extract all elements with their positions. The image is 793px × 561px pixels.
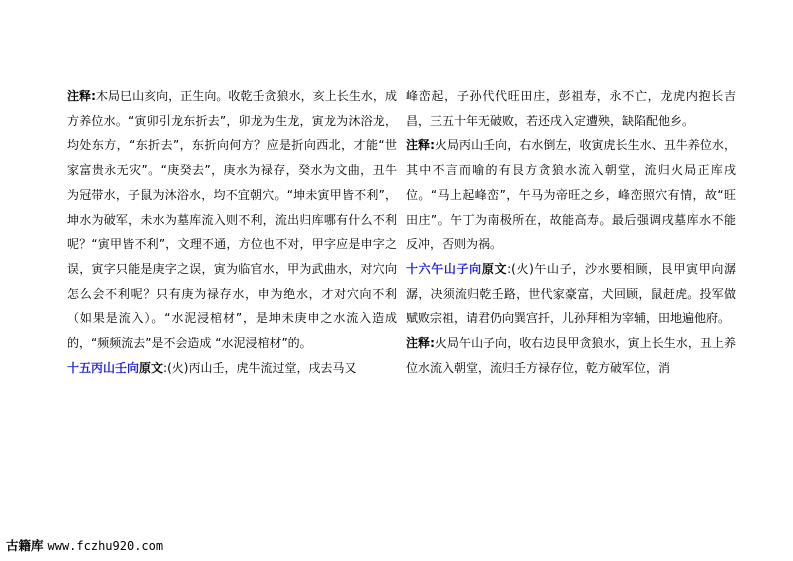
annotation-text: 木局巳山亥向，正生向。收乾壬贪狼水，亥上长生水，成方养位水。“寅卯引龙东折去”，卯龙为生龙，寅龙为沐浴龙，均处东方，“东折去”，东折向何方？应是折向西北，才能“世家富贵永无灾”。“庚癸去”，庚水为禄存，癸水为文曲，丑牛为冠带水，子鼠为沐浴水，均不宜朝穴。“坤未寅甲皆不利”，坤水为破军，未水为墓库流入则不利，流出归库哪有什么不利呢？“寅甲皆不利”，文理不通，方位也不对，甲字应是申字之误，寅字只能是庚字之误，寅为临官水，甲为武曲水，对穴向怎么会不利呢？只有庚为禄存水，申为绝水，才对穴向不利（如果是流入）。“水泥浸棺材”，是坤未庚申之水流入造成的，“频频流去”是不会造成 “水泥浸棺材”的。	[67, 89, 397, 351]
annotation-paragraph-1	[67, 84, 397, 356]
original-text-label: 原文	[139, 360, 164, 375]
original-text: :(火)午山子，沙水要相顾，艮甲寅甲向潺潺，决须流归乾壬路，世代家豪富，犬回顾，鼠赶虎。投军做赋败宗祖，请君仍向巽宫扦，儿孙拜相为宰辅，田地遍他府。	[406, 261, 736, 326]
left-column	[67, 84, 397, 380]
continuation-text: 峰峦起，子孙代代旺田庄，彭祖寿，永不亡，龙虎内抱长吉昌，三五十年无破败，若还戌入定遭殃，缺陷配他乡。	[406, 89, 736, 128]
annotation-text: 火局午山子向，收右边艮甲贪狼水，寅上长生水，丑上养位水流入朝堂，流归壬方禄存位，乾方破军位，消	[406, 336, 736, 375]
annotation-paragraph-2	[406, 133, 736, 257]
annotation-text: 火局丙山壬向，右水倒左，收寅虎长生水、丑牛养位水，其中不言而喻的有艮方贪狼水流入朝堂，流归火局正库戌位。“马上起峰峦”，午马为帝旺之乡，峰峦照穴有情，故“旺田庄”。午丁为南极所在，故能高寿。最后强调戌墓库水不能反冲，否则为祸。	[406, 138, 736, 252]
continuation-paragraph	[406, 84, 736, 133]
annotation-label: 注释:	[67, 89, 96, 103]
section-15-paragraph	[67, 356, 397, 381]
section-16-paragraph	[406, 257, 736, 331]
annotation-paragraph-3	[406, 331, 736, 380]
right-column	[406, 84, 736, 380]
original-text: :(火)丙山壬，虎牛流过堂，戌去马又	[163, 360, 357, 375]
original-text-label: 原文	[481, 261, 508, 276]
footer-brand: 古籍库	[6, 538, 44, 553]
section-title-15: 十五丙山壬向	[67, 360, 140, 375]
footer-site: www.fczhu920.com	[47, 539, 164, 553]
annotation-label: 注释:	[406, 138, 435, 153]
footer-watermark	[6, 538, 163, 554]
section-title-16: 十六午山子向	[406, 261, 482, 276]
annotation-label: 注释:	[406, 336, 435, 351]
